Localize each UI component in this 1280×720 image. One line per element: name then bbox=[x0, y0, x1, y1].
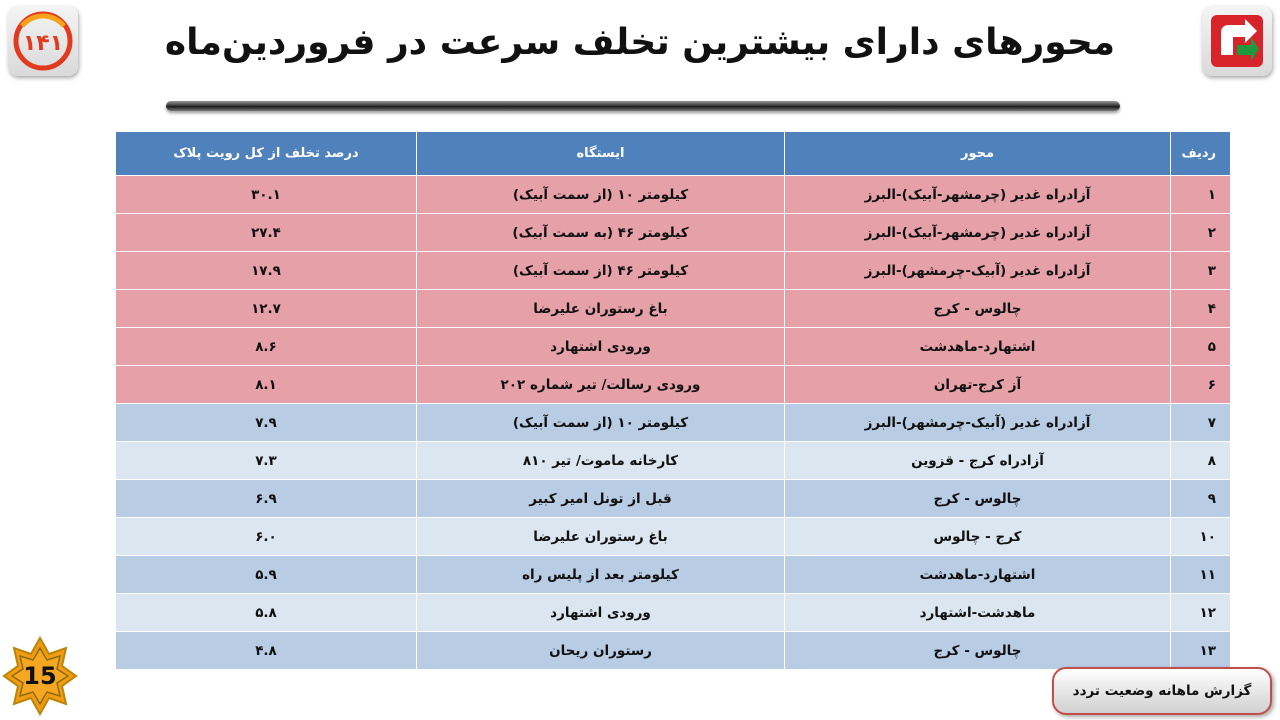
table-row bbox=[116, 556, 1231, 594]
table-row bbox=[116, 176, 1231, 214]
cell-mehvar: آزادراه کرج - قزوین bbox=[785, 442, 1171, 480]
cell-darsad: ۸.۶ bbox=[116, 328, 417, 366]
cell-mehvar: آز کرج-تهران bbox=[785, 366, 1171, 404]
cell-istgah: کیلومتر ۴۶ (به سمت آبیک) bbox=[417, 214, 785, 252]
cell-darsad: ۵.۹ bbox=[116, 556, 417, 594]
table-row bbox=[116, 594, 1231, 632]
cell-istgah: ورودی رسالت/ تیر شماره ۲۰۲ bbox=[417, 366, 785, 404]
cell-mehvar: چالوس - کرج bbox=[785, 290, 1171, 328]
cell-radif: ۱۳ bbox=[1171, 632, 1231, 670]
cell-radif: ۷ bbox=[1171, 404, 1231, 442]
page-number: 15 bbox=[23, 662, 57, 690]
table-row bbox=[116, 518, 1231, 556]
cell-darsad: ۶.۹ bbox=[116, 480, 417, 518]
table-row bbox=[116, 252, 1231, 290]
cell-mehvar: ماهدشت-اشتهارد bbox=[785, 594, 1171, 632]
cell-istgah: کارخانه ماموت/ تیر ۸۱۰ bbox=[417, 442, 785, 480]
cell-mehvar: آزادراه غدیر (چرمشهر-آبیک)-البرز bbox=[785, 176, 1171, 214]
page-title: محورهای دارای بیشترین تخلف سرعت در فروردین‌ماه bbox=[164, 22, 1116, 63]
cell-istgah: باغ رستوران علیرضا bbox=[417, 290, 785, 328]
header-radif: ردیف bbox=[1171, 132, 1231, 176]
cell-mehvar: کرج - چالوس bbox=[785, 518, 1171, 556]
table-row bbox=[116, 366, 1231, 404]
header-istgah: ایستگاه bbox=[417, 132, 785, 176]
cell-mehvar: آزادراه غدیر (چرمشهر-آبیک)-البرز bbox=[785, 214, 1171, 252]
table-row bbox=[116, 480, 1231, 518]
cell-darsad: ۷.۹ bbox=[116, 404, 417, 442]
cell-mehvar: آزادراه غدیر (آبیک-چرمشهر)-البرز bbox=[785, 252, 1171, 290]
logo-141 bbox=[8, 6, 78, 76]
monthly-report-button[interactable]: گزارش ماهانه وضعیت تردد bbox=[1052, 667, 1272, 715]
cell-radif: ۵ bbox=[1171, 328, 1231, 366]
cell-darsad: ۴.۸ bbox=[116, 632, 417, 670]
cell-radif: ۱۰ bbox=[1171, 518, 1231, 556]
table-row bbox=[116, 632, 1231, 670]
cell-darsad: ۸.۱ bbox=[116, 366, 417, 404]
cell-istgah: کیلومتر ۱۰ (از سمت آبیک) bbox=[417, 404, 785, 442]
cell-radif: ۲ bbox=[1171, 214, 1231, 252]
logo-141-text: ۱۴۱ bbox=[22, 31, 64, 56]
cell-radif: ۱۱ bbox=[1171, 556, 1231, 594]
logo-141-icon bbox=[12, 10, 74, 72]
table-header-row bbox=[116, 132, 1231, 176]
title-divider bbox=[166, 101, 1120, 111]
table-row bbox=[116, 290, 1231, 328]
cell-istgah: ورودی اشتهارد bbox=[417, 328, 785, 366]
cell-istgah: قبل از تونل امیر کبیر bbox=[417, 480, 785, 518]
cell-darsad: ۱۲.۷ bbox=[116, 290, 417, 328]
header-darsad: درصد تخلف از کل رویت پلاک bbox=[116, 132, 417, 176]
cell-radif: ۹ bbox=[1171, 480, 1231, 518]
road-org-logo-icon bbox=[1207, 11, 1267, 71]
cell-darsad: ۳۰.۱ bbox=[116, 176, 417, 214]
cell-mehvar: اشتهارد-ماهدشت bbox=[785, 556, 1171, 594]
cell-mehvar: اشتهارد-ماهدشت bbox=[785, 328, 1171, 366]
cell-mehvar: چالوس - کرج bbox=[785, 632, 1171, 670]
table-row bbox=[116, 328, 1231, 366]
cell-radif: ۸ bbox=[1171, 442, 1231, 480]
table-row bbox=[116, 404, 1231, 442]
table-row bbox=[116, 214, 1231, 252]
cell-mehvar: آزادراه غدیر (آبیک-چرمشهر)-البرز bbox=[785, 404, 1171, 442]
cell-darsad: ۷.۳ bbox=[116, 442, 417, 480]
table-row bbox=[116, 442, 1231, 480]
cell-radif: ۶ bbox=[1171, 366, 1231, 404]
cell-radif: ۴ bbox=[1171, 290, 1231, 328]
cell-istgah: رستوران ریحان bbox=[417, 632, 785, 670]
cell-radif: ۱ bbox=[1171, 176, 1231, 214]
header-mehvar: محور bbox=[785, 132, 1171, 176]
cell-istgah: کیلومتر ۱۰ (از سمت آبیک) bbox=[417, 176, 785, 214]
cell-darsad: ۲۷.۴ bbox=[116, 214, 417, 252]
logo-road-org bbox=[1202, 6, 1272, 76]
cell-radif: ۳ bbox=[1171, 252, 1231, 290]
cell-darsad: ۱۷.۹ bbox=[116, 252, 417, 290]
cell-istgah: باغ رستوران علیرضا bbox=[417, 518, 785, 556]
cell-istgah: کیلومتر بعد از پلیس راه bbox=[417, 556, 785, 594]
cell-mehvar: چالوس - کرج bbox=[785, 480, 1171, 518]
cell-istgah: ورودی اشتهارد bbox=[417, 594, 785, 632]
cell-radif: ۱۲ bbox=[1171, 594, 1231, 632]
speed-violation-table bbox=[115, 131, 1231, 670]
cell-darsad: ۶.۰ bbox=[116, 518, 417, 556]
cell-darsad: ۵.۸ bbox=[116, 594, 417, 632]
cell-istgah: کیلومتر ۴۶ (از سمت آبیک) bbox=[417, 252, 785, 290]
